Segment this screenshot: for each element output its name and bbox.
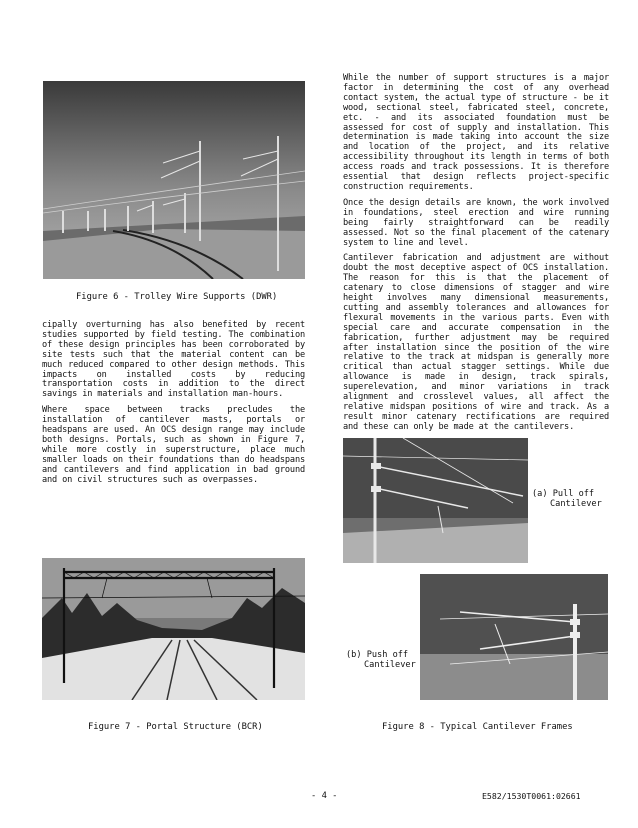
figure-8a-label <box>532 489 602 509</box>
page-number: - 4 - <box>311 791 338 801</box>
figure-8-caption: Figure 8 - Typical Cantilever Frames <box>382 722 573 732</box>
figure-6-caption: Figure 6 - Trolley Wire Supports (DWR) <box>76 292 278 302</box>
left-paragraph-2: Where space between tracks precludes the installation of cantilever masts, portals or headspans are used. An OCS design range may include both designs. Portals, such as shown in Figure 7, while more costly in superstructure, place much smaller loads on their foundations than do headspans and cantilevers and find application in bad ground and on civil structures such as overpasses. <box>42 405 305 485</box>
figure-8b-photo <box>420 574 608 700</box>
left-column <box>42 321 305 492</box>
figure-8a-photo <box>343 438 528 563</box>
right-paragraph-1: While the number of support structures is a major factor in determining the cost of any overhead contact system, the actual type of structure - be it wood, sectional steel, fabricated steel, concrete, etc. - and its associated foundation must be assessed for cost of supply and installation. This determination is made taking into account the size and location of the project, and its relative accessibility throughout its length in terms of both access roads and track possessions. It is therefore essential that design reflects project-specific construction requirements. <box>343 73 609 192</box>
figure-8a-label-line1: (a) Pull off <box>532 489 595 499</box>
figure-7-caption: Figure 7 - Portal Structure (BCR) <box>88 722 263 732</box>
figure-6-photo <box>43 81 305 279</box>
right-paragraph-3: Cantilever fabrication and adjustment are without doubt the most deceptive aspect of OCS installation. The reason for this is that the placement of catenary to close dimensions of stagger and wire height involves many dimensional measurements, cutting and assembly tolerances and allowances for flexural movements in the various parts. Even with special care and accurate compensation in the fabrication, further adjustment may be required after installation since the position of the wire relative to the track at midspan is generally more critical than actual stagger settings. While due allowance is made in design, track spirals, superelevation, and minor variations in track alignment and crosslevel values, all affect the relative midspan positions of wire and track. As a result minor catenary rectifications are required and these can only be made at the cantilevers. <box>343 253 609 432</box>
figure-8b-label <box>346 650 416 670</box>
figure-7-photo <box>42 558 305 700</box>
figure-8a-label-line2: Cantilever <box>550 499 602 509</box>
figure-8b-label-line1: (b) Push off <box>346 650 409 660</box>
document-code: E582/1530T0061:02661 <box>482 791 581 801</box>
right-column <box>343 74 609 439</box>
figure-8b-label-line2: Cantilever <box>364 660 416 670</box>
left-paragraph-1: cipally overturning has also benefited by recent studies supported by field testing. The combination of these design principles has been corroborated by site tests such that the material content can be much reduced compared to other design methods. This impacts on installed costs by reducing transportation costs in addition to the direct savings in materials and installation man-hours. <box>42 320 305 400</box>
right-paragraph-2: Once the design details are known, the work involved in foundations, steel erection and wire running being fairly straightforward can be readily assessed. Not so the final placement of the catenary system to line and level. <box>343 197 609 248</box>
